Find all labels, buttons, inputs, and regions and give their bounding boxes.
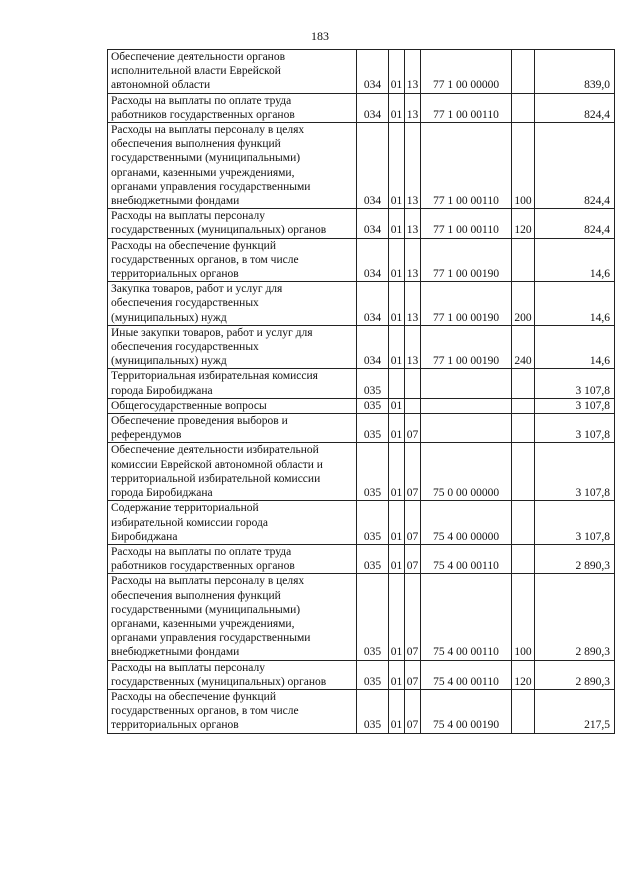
expense-type-code-cell — [512, 544, 535, 573]
ved-code-cell: 035 — [357, 414, 389, 443]
expense-type-code-cell: 240 — [512, 325, 535, 369]
target-article-code-cell: 77 1 00 00000 — [421, 50, 512, 94]
ved-code-cell: 035 — [357, 544, 389, 573]
row-name-cell — [108, 689, 357, 733]
amount-cell: 14,6 — [535, 238, 615, 282]
table-row — [108, 50, 615, 94]
ved-code-cell: 035 — [357, 501, 389, 545]
section-code-cell: 01 — [389, 238, 405, 282]
table-row — [108, 574, 615, 660]
section-code-cell: 01 — [389, 544, 405, 573]
amount-cell: 2 890,3 — [535, 544, 615, 573]
subsection-code-cell: 13 — [405, 209, 421, 238]
section-code-cell: 01 — [389, 282, 405, 326]
ved-code-cell: 034 — [357, 50, 389, 94]
ved-code-cell: 035 — [357, 398, 389, 413]
row-name-line: Обеспечение проведения выборов и — [111, 415, 288, 428]
expense-type-code-cell — [512, 689, 535, 733]
section-code-cell: 01 — [389, 501, 405, 545]
target-article-code-cell — [421, 369, 512, 398]
row-name-cell — [108, 123, 357, 209]
expense-type-code-cell — [512, 443, 535, 501]
subsection-code-cell — [405, 369, 421, 398]
expense-type-code-cell — [512, 501, 535, 545]
ved-code-cell: 035 — [357, 689, 389, 733]
row-name-line: города Биробиджана — [111, 384, 213, 397]
section-code-cell: 01 — [389, 50, 405, 94]
row-name-line: Обеспечение деятельности органов — [111, 51, 286, 63]
subsection-code-cell: 07 — [405, 443, 421, 501]
amount-cell: 14,6 — [535, 325, 615, 369]
row-name-line: территориальных органов — [111, 719, 239, 732]
subsection-code-cell: 13 — [405, 50, 421, 94]
ved-code-cell: 034 — [357, 282, 389, 326]
row-name-line: территориальных органов — [111, 268, 239, 281]
target-article-code-cell — [421, 398, 512, 413]
target-article-code-cell: 77 1 00 00190 — [421, 282, 512, 326]
ved-code-cell: 034 — [357, 238, 389, 282]
row-name-line: Биробиджана — [111, 530, 178, 543]
expense-type-code-cell: 120 — [512, 660, 535, 689]
table-row — [108, 93, 615, 122]
expense-type-code-cell: 100 — [512, 123, 535, 209]
subsection-code-cell: 07 — [405, 414, 421, 443]
expense-type-code-cell — [512, 398, 535, 413]
amount-cell: 2 890,3 — [535, 660, 615, 689]
amount-cell: 824,4 — [535, 209, 615, 238]
amount-cell: 824,4 — [535, 123, 615, 209]
row-name-line: города Биробиджана — [111, 487, 213, 500]
row-name-line: Расходы на обеспечение функций — [111, 239, 276, 252]
row-name-line: внебюджетными фондами — [111, 646, 240, 659]
expense-type-code-cell: 100 — [512, 574, 535, 660]
row-name-line: органами управления государственными — [111, 180, 311, 193]
row-name-cell — [108, 660, 357, 689]
ved-code-cell: 035 — [357, 574, 389, 660]
row-name-cell — [108, 443, 357, 501]
section-code-cell: 01 — [389, 443, 405, 501]
table-row — [108, 689, 615, 733]
table-row — [108, 443, 615, 501]
section-code-cell: 01 — [389, 325, 405, 369]
row-name-line: органами, казенными учреждениями, — [111, 617, 295, 630]
expense-type-code-cell — [512, 369, 535, 398]
row-name-line: Территориальная избирательная комиссия — [111, 370, 318, 383]
expense-type-code-cell — [512, 50, 535, 94]
ved-code-cell: 034 — [357, 123, 389, 209]
target-article-code-cell: 75 4 00 00110 — [421, 660, 512, 689]
row-name-line: органами управления государственными — [111, 632, 311, 645]
amount-cell: 3 107,8 — [535, 501, 615, 545]
row-name-cell — [108, 414, 357, 443]
row-name-line: Иные закупки товаров, работ и услуг для — [111, 326, 313, 339]
table-body — [108, 50, 615, 734]
amount-cell: 14,6 — [535, 282, 615, 326]
row-name-line: Содержание территориальной — [111, 502, 259, 515]
amount-cell: 3 107,8 — [535, 414, 615, 443]
row-name-line: работников государственных органов — [111, 560, 295, 573]
section-code-cell: 01 — [389, 93, 405, 122]
section-code-cell: 01 — [389, 414, 405, 443]
target-article-code-cell: 75 4 00 00190 — [421, 689, 512, 733]
subsection-code-cell: 13 — [405, 123, 421, 209]
row-name-line: Расходы на выплаты по оплате труда — [111, 94, 292, 107]
section-code-cell: 01 — [389, 209, 405, 238]
section-code-cell — [389, 369, 405, 398]
row-name-cell — [108, 93, 357, 122]
subsection-code-cell: 13 — [405, 93, 421, 122]
row-name-line: обеспечения государственных — [111, 341, 259, 354]
expense-type-code-cell: 200 — [512, 282, 535, 326]
row-name-cell — [108, 50, 357, 94]
row-name-cell — [108, 501, 357, 545]
table-row — [108, 325, 615, 369]
amount-cell: 3 107,8 — [535, 443, 615, 501]
subsection-code-cell — [405, 398, 421, 413]
amount-cell: 824,4 — [535, 93, 615, 122]
amount-cell: 3 107,8 — [535, 398, 615, 413]
row-name-line: обеспечения выполнения функций — [111, 589, 281, 602]
subsection-code-cell: 07 — [405, 574, 421, 660]
subsection-code-cell: 07 — [405, 544, 421, 573]
table-row — [108, 501, 615, 545]
ved-code-cell: 034 — [357, 325, 389, 369]
target-article-code-cell: 75 0 00 00000 — [421, 443, 512, 501]
table-row — [108, 123, 615, 209]
row-name-line: органами, казенными учреждениями, — [111, 166, 295, 179]
table-row — [108, 369, 615, 398]
table-row — [108, 544, 615, 573]
row-name-line: государственных (муниципальных) органов — [111, 675, 327, 688]
section-code-cell: 01 — [389, 398, 405, 413]
row-name-line: государственными (муниципальными) — [111, 152, 301, 165]
row-name-line: Расходы на выплаты персоналу — [111, 661, 265, 674]
ved-code-cell: 035 — [357, 369, 389, 398]
ved-code-cell: 034 — [357, 209, 389, 238]
target-article-code-cell: 77 1 00 00110 — [421, 93, 512, 122]
row-name-cell — [108, 574, 357, 660]
subsection-code-cell: 07 — [405, 660, 421, 689]
row-name-line: внебюджетными фондами — [111, 195, 240, 208]
table-row — [108, 414, 615, 443]
row-name-line: государственными (муниципальными) — [111, 603, 301, 616]
row-name-line: территориальной избирательной комиссии — [111, 472, 321, 485]
row-name-line: Обеспечение деятельности избирательной — [111, 444, 319, 457]
row-name-line: Общегосударственные вопросы — [111, 399, 267, 412]
target-article-code-cell: 77 1 00 00110 — [421, 209, 512, 238]
ved-code-cell: 035 — [357, 443, 389, 501]
row-name-line: Расходы на выплаты персоналу в целях — [111, 575, 305, 588]
table-row — [108, 209, 615, 238]
target-article-code-cell: 75 4 00 00000 — [421, 501, 512, 545]
section-code-cell: 01 — [389, 574, 405, 660]
section-code-cell: 01 — [389, 660, 405, 689]
target-article-code-cell: 77 1 00 00190 — [421, 238, 512, 282]
row-name-line: государственных органов, в том числе — [111, 253, 299, 266]
row-name-line: обеспечения выполнения функций — [111, 138, 281, 151]
row-name-cell — [108, 369, 357, 398]
row-name-line: Расходы на обеспечение функций — [111, 690, 276, 703]
row-name-line: работников государственных органов — [111, 108, 295, 121]
row-name-cell — [108, 544, 357, 573]
subsection-code-cell: 07 — [405, 501, 421, 545]
row-name-line: (муниципальных) нужд — [111, 311, 227, 324]
target-article-code-cell: 75 4 00 00110 — [421, 574, 512, 660]
row-name-cell — [108, 238, 357, 282]
subsection-code-cell: 13 — [405, 238, 421, 282]
row-name-line: комиссии Еврейской автономной области и — [111, 458, 323, 471]
table-row — [108, 282, 615, 326]
row-name-cell — [108, 398, 357, 413]
target-article-code-cell: 75 4 00 00110 — [421, 544, 512, 573]
row-name-line: государственных органов, в том числе — [111, 705, 299, 718]
expense-type-code-cell — [512, 414, 535, 443]
expense-type-code-cell — [512, 93, 535, 122]
ved-code-cell: 034 — [357, 93, 389, 122]
row-name-line: обеспечения государственных — [111, 297, 259, 310]
amount-cell: 2 890,3 — [535, 574, 615, 660]
row-name-line: Расходы на выплаты персоналу — [111, 210, 265, 223]
amount-cell: 3 107,8 — [535, 369, 615, 398]
section-code-cell: 01 — [389, 689, 405, 733]
subsection-code-cell: 13 — [405, 282, 421, 326]
row-name-line: избирательной комиссии города — [111, 516, 268, 529]
table-row — [108, 238, 615, 282]
table-row — [108, 398, 615, 413]
row-name-cell — [108, 209, 357, 238]
expense-type-code-cell: 120 — [512, 209, 535, 238]
target-article-code-cell: 77 1 00 00110 — [421, 123, 512, 209]
row-name-line: (муниципальных) нужд — [111, 355, 227, 368]
row-name-line: Расходы на выплаты персоналу в целях — [111, 124, 305, 137]
row-name-cell — [108, 282, 357, 326]
row-name-line: государственных (муниципальных) органов — [111, 224, 327, 237]
row-name-line: Закупка товаров, работ и услуг для — [111, 283, 283, 296]
subsection-code-cell: 07 — [405, 689, 421, 733]
page-number: 183 — [311, 29, 329, 43]
amount-cell: 217,5 — [535, 689, 615, 733]
table-row — [108, 660, 615, 689]
row-name-line: автономной области — [111, 79, 211, 92]
row-name-line: Расходы на выплаты по оплате труда — [111, 545, 292, 558]
row-name-line: исполнительной власти Еврейской — [111, 65, 281, 78]
amount-cell: 839,0 — [535, 50, 615, 94]
row-name-line: референдумов — [111, 429, 182, 442]
budget-table — [107, 49, 615, 734]
section-code-cell: 01 — [389, 123, 405, 209]
subsection-code-cell: 13 — [405, 325, 421, 369]
row-name-cell — [108, 325, 357, 369]
ved-code-cell: 035 — [357, 660, 389, 689]
expense-type-code-cell — [512, 238, 535, 282]
target-article-code-cell: 77 1 00 00190 — [421, 325, 512, 369]
target-article-code-cell — [421, 414, 512, 443]
